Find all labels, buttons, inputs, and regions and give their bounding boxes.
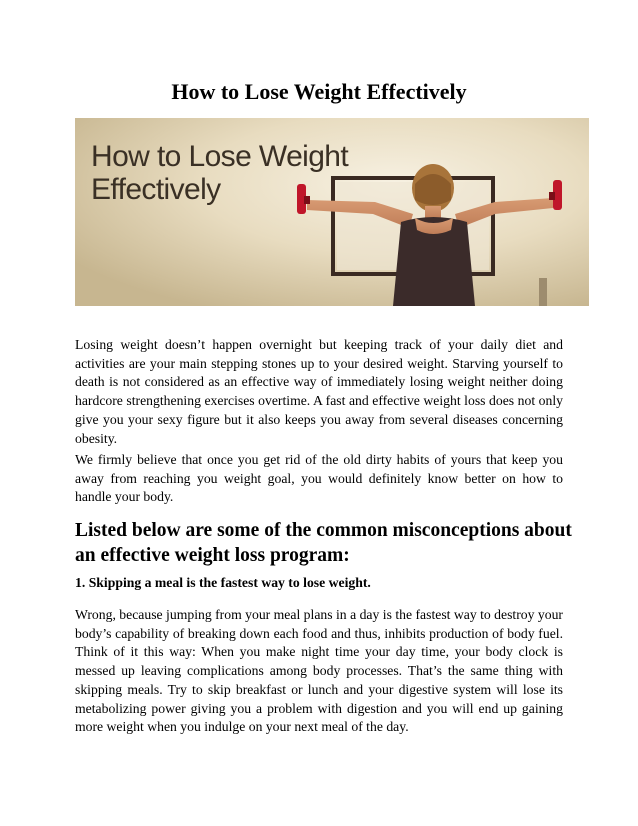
item-heading: 1. Skipping a meal is the fastest way to lose weight. xyxy=(75,575,371,590)
hero-caption: How to Lose Weight Effectively xyxy=(91,140,349,206)
document-title: How to Lose Weight Effectively xyxy=(171,79,467,104)
item-body: Wrong, because jumping from your meal plans in a day is the fastest way to destroy your body’s capability of breaking down each food and thus, inhibits production of body fuel. Think of it this way: When you make night time your day time, your body clock is messed up leaving complications among body processes. That’s the same thing with skipping meals. Try to skip breakfast or lunch and your digestive system will lose its metabolizing power giving you a problem with digestion and you will end up gaining more weight when you indulge on your next meal of the day. xyxy=(75,607,563,735)
paragraph-intro: Losing weight doesn’t happen overnight but keeping track of your daily diet and activities are your main stepping stones up to your desired weight. Starving yourself to death is not considered as an effective way of immediately losing weight neither doing hardcore strengthening exercises overtime. A fast and effective weight loss does not only give you your sexy figure but it also keeps you away from several diseases concerning obesity. xyxy=(75,337,563,446)
section-heading: Listed below are some of the common misconceptions about an effective weight loss program: xyxy=(75,520,572,566)
paragraph-habits: We firmly believe that once you get rid of the old dirty habits of yours that keep you away from reaching you weight goal, you would definitely know better on how to handle your body. xyxy=(75,452,563,505)
hero-image xyxy=(75,118,589,306)
